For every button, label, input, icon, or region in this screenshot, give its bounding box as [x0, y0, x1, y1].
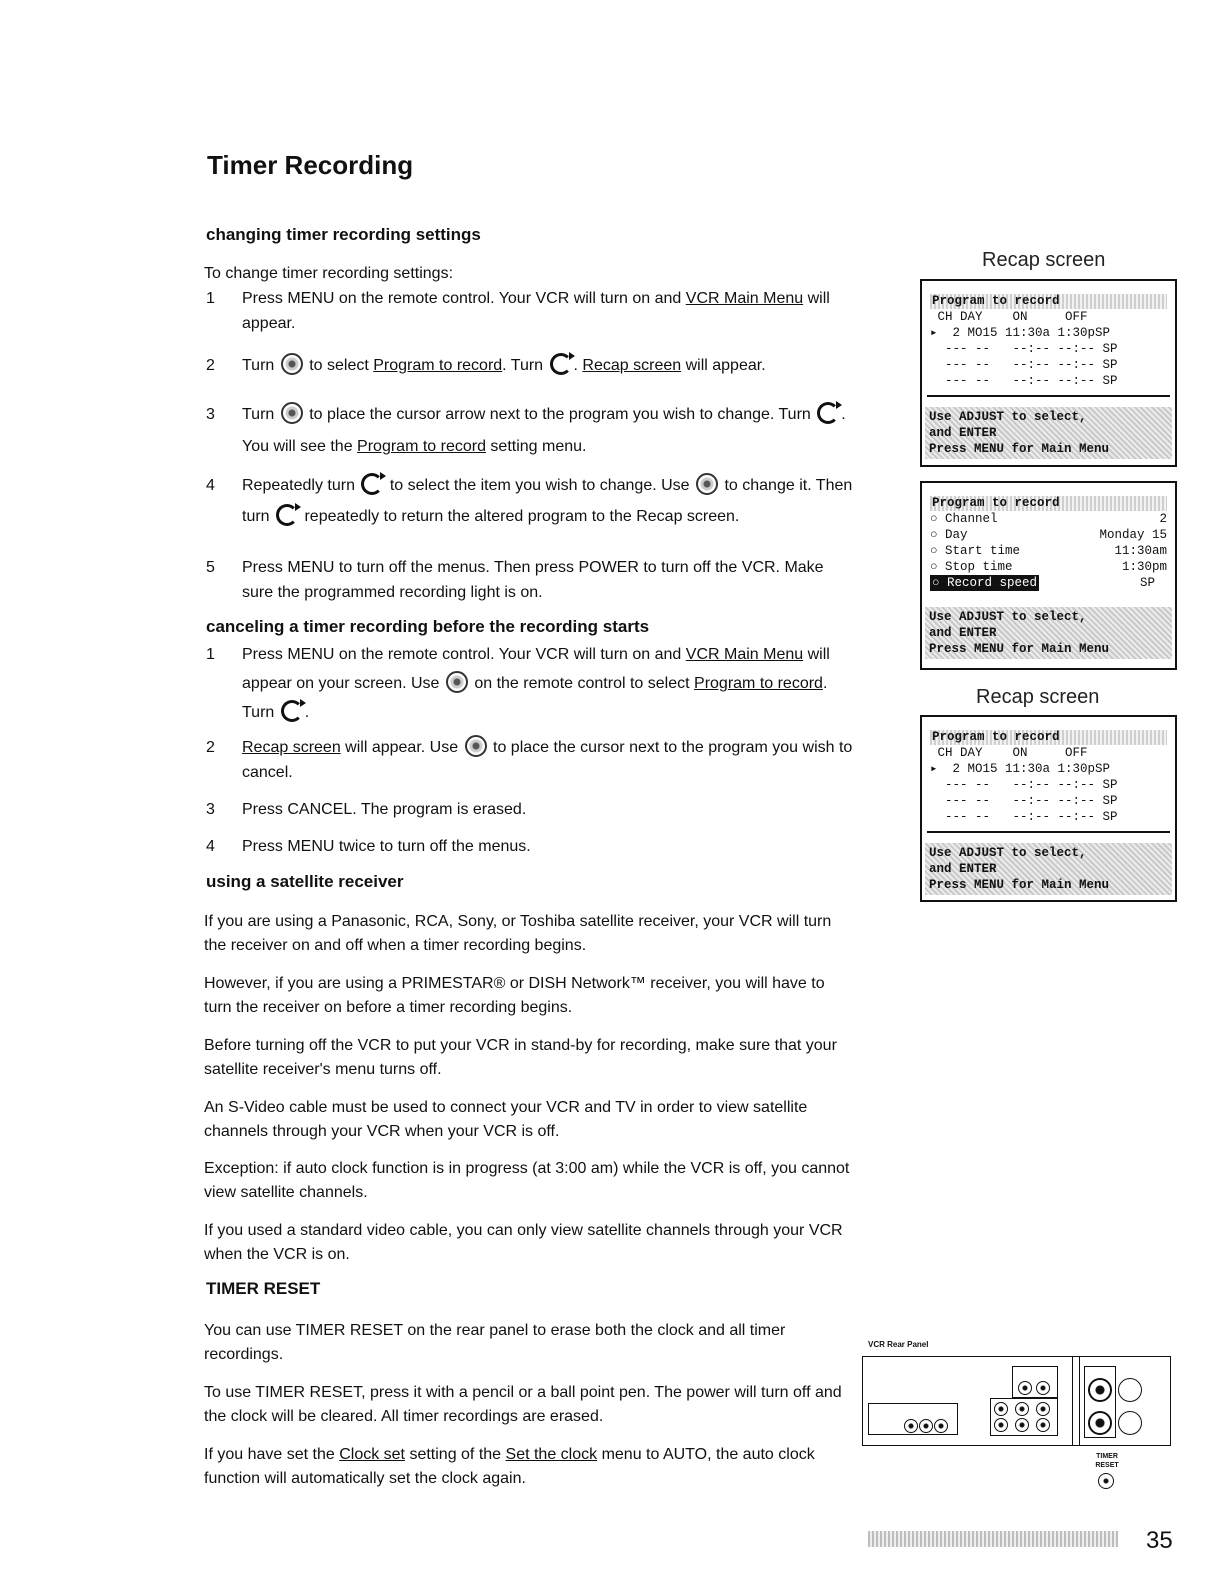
divider [927, 831, 1170, 833]
screen-columns: CH DAY ON OFF [930, 310, 1088, 324]
screen-hint [925, 607, 1172, 659]
changing-intro: To change timer recording settings: [204, 265, 454, 282]
step-text: Turn [242, 357, 279, 374]
link-vcr-main-menu[interactable]: VCR Main Menu [685, 646, 804, 663]
program-row: ▸ 2 MO15 11:30a 1:30pSP [930, 326, 1111, 340]
satellite-paragraph: However, if you are using a PRIMESTAR® or DISH Network™ receiver, you will have to turn the receiver on before a timer recording begins. [204, 975, 825, 1016]
jack-icon [1018, 1381, 1032, 1395]
rear-panel-label: VCR Rear Panel [868, 1340, 929, 1349]
satellite-paragraph: If you are using a Panasonic, RCA, Sony, or Toshiba satellite receiver, your VCR will turn the receiver on and off when a timer recording begins. [204, 913, 832, 954]
changing-step-5 [204, 555, 854, 605]
menu-value: 2 [1159, 512, 1167, 526]
jack-icon [934, 1419, 948, 1433]
link-program-to-record[interactable]: Program to record [373, 357, 503, 374]
screen-hint [925, 843, 1172, 895]
adjust-dial-icon [465, 735, 487, 757]
program-to-record-screen [920, 481, 1177, 670]
menu-value: Monday 15 [1099, 528, 1167, 542]
step-number: 4 [206, 477, 215, 494]
canceling-step-3 [204, 797, 854, 822]
hint-line: Use ADJUST to select, [929, 846, 1087, 860]
page-number: 35 [1146, 1527, 1173, 1554]
step-text: to place the cursor next to the program you wish to cancel. [242, 739, 853, 781]
coax-jack-icon [1088, 1378, 1112, 1402]
jack-icon [904, 1419, 918, 1433]
screen-header: Program to record [930, 294, 1167, 309]
jack-icon [1036, 1402, 1050, 1416]
enter-turn-icon [817, 402, 839, 424]
program-row: --- -- --:-- --:-- SP [930, 794, 1118, 808]
hint-line: and ENTER [929, 626, 997, 640]
menu-label: Stop time [945, 560, 1013, 574]
step-text: will appear. [681, 357, 766, 374]
hint-line: Press MENU for Main Menu [929, 878, 1110, 892]
program-row: --- -- --:-- --:-- SP [930, 778, 1118, 792]
adjust-dial-icon [281, 353, 303, 375]
adjust-dial-icon [446, 671, 468, 693]
menu-row: ○ Stop time 1:30pm [930, 560, 1167, 574]
section-heading-timer-reset: TIMER RESET [206, 1279, 321, 1298]
paragraph-text: If you have set the [204, 1446, 340, 1463]
menu-label: Record speed [947, 576, 1038, 590]
step-text: . You will see the [242, 406, 846, 455]
hint-line: Use ADJUST to select, [929, 410, 1087, 424]
hint-line: Use ADJUST to select, [929, 610, 1087, 624]
program-row: ▸ 2 MO15 11:30a 1:30pSP [930, 762, 1111, 776]
menu-label: Day [945, 528, 968, 542]
menu-value: 1:30pm [1121, 560, 1167, 574]
jack-group [1012, 1366, 1058, 1398]
menu-label: Channel [945, 512, 998, 526]
changing-step-2 [204, 353, 854, 378]
step-text: . [573, 357, 583, 374]
page-title: Timer Recording [207, 150, 414, 180]
changing-step-3 [204, 399, 854, 463]
menu-row: ○ Channel 2 [930, 512, 1167, 526]
program-row: --- -- --:-- --:-- SP [930, 810, 1118, 824]
step-number: 1 [206, 290, 215, 307]
link-clock-set[interactable]: Clock set [339, 1446, 405, 1463]
panel-divider [1072, 1356, 1080, 1446]
menu-value: 11:30am [1114, 544, 1167, 558]
step-text: . Turn [242, 675, 828, 721]
timer-reset-paragraph: To use TIMER RESET, press it with a pencil or a ball point pen. The power will turn off and the clock will be cleared. All timer recordings are erased. [204, 1384, 842, 1425]
link-recap-screen[interactable]: Recap screen [582, 357, 682, 374]
link-vcr-main-menu[interactable]: VCR Main Menu [685, 290, 804, 307]
section-heading-satellite: using a satellite receiver [206, 872, 404, 891]
menu-label: Start time [945, 544, 1021, 558]
step-number: 5 [206, 559, 215, 576]
canceling-step-4 [204, 834, 854, 859]
step-number: 4 [206, 838, 215, 855]
link-set-the-clock[interactable]: Set the clock [505, 1446, 598, 1463]
satellite-paragraph: If you used a standard video cable, you can only view satellite channels through your VCR when the VCR is on. [204, 1222, 843, 1263]
jack-icon [919, 1419, 933, 1433]
step-number: 2 [206, 739, 215, 756]
step-text: Press MENU on the remote control. Your VCR will turn on and [242, 646, 686, 663]
recap-screen-caption: Recap screen [976, 686, 1100, 708]
enter-turn-icon [361, 473, 383, 495]
step-text: . [304, 704, 310, 721]
step-text: will appear. [242, 290, 830, 332]
adjust-dial-icon [696, 473, 718, 495]
enter-turn-icon [281, 700, 303, 722]
step-text: Turn [242, 406, 279, 423]
jack-icon [994, 1402, 1008, 1416]
program-row: --- -- --:-- --:-- SP [930, 374, 1118, 388]
screen-header: Program to record [930, 730, 1167, 745]
step-text: to change it. Then turn [242, 477, 853, 525]
step-text: will appear. Use [340, 739, 463, 756]
menu-row: ○ Day Monday 15 [930, 528, 1167, 542]
step-text: Repeatedly turn [242, 477, 360, 494]
step-text: to place the cursor arrow next to the program you wish to change. Turn [304, 406, 816, 423]
menu-row: ○ Start time 11:30am [930, 544, 1167, 558]
screen-header: Program to record [930, 496, 1167, 511]
satellite-paragraph: An S-Video cable must be used to connect your VCR and TV in order to view satellite channels through your VCR when your VCR is off. [204, 1099, 808, 1140]
canceling-step-2 [204, 735, 854, 785]
step-number: 2 [206, 357, 215, 374]
recap-screen-2 [920, 715, 1177, 902]
menu-value: SP [1139, 576, 1155, 590]
jack-icon [1036, 1418, 1050, 1432]
step-text: setting menu. [485, 438, 587, 455]
satellite-paragraph: Exception: if auto clock function is in progress (at 3:00 am) while the VCR is off, you cannot view satellite channels. [204, 1160, 850, 1201]
step-text: Press MENU on the remote control. Your VCR will turn on and [242, 290, 686, 307]
ring-icon [1118, 1411, 1142, 1435]
section-heading-canceling: canceling a timer recording before the recording starts [206, 617, 650, 636]
section-heading-changing: changing timer recording settings [206, 225, 481, 244]
changing-step-4 [204, 470, 854, 532]
timer-reset-label: TIMER RESET [1095, 1453, 1119, 1469]
hint-line: and ENTER [929, 862, 997, 876]
satellite-paragraph: Before turning off the VCR to put your VCR in stand-by for recording, make sure that your satellite receiver's menu turns off. [204, 1037, 837, 1078]
step-text: Press CANCEL. The program is erased. [242, 801, 527, 818]
step-text: repeatedly to return the altered program to the Recap screen. [300, 508, 740, 525]
footer-bar [868, 1531, 1118, 1547]
step-number: 3 [206, 406, 215, 423]
paragraph-text: setting of the [405, 1446, 506, 1463]
timer-reset-button[interactable] [1098, 1473, 1114, 1489]
step-text: to select [304, 357, 374, 374]
hint-line: and ENTER [929, 426, 997, 440]
step-text: Press MENU to turn off the menus. Then press POWER to turn off the VCR. Make sure the programmed recording light is on. [242, 559, 824, 601]
hint-line: Press MENU for Main Menu [929, 642, 1110, 656]
menu-row-selected: ○ Record speed SP [932, 576, 1155, 590]
enter-turn-icon [550, 353, 572, 375]
changing-step-1 [204, 286, 854, 336]
screen-hint [925, 407, 1172, 459]
step-text: . Turn [502, 357, 548, 374]
timer-reset-paragraph [204, 1443, 854, 1491]
step-text: Press MENU twice to turn off the menus. [242, 838, 531, 855]
program-row: --- -- --:-- --:-- SP [930, 342, 1118, 356]
timer-reset-paragraph: You can use TIMER RESET on the rear panel to erase both the clock and all timer recordings. [204, 1322, 786, 1363]
adjust-dial-icon [281, 402, 303, 424]
coax-jack-icon [1088, 1411, 1112, 1435]
link-recap-screen[interactable]: Recap screen [242, 739, 341, 756]
screen-columns: CH DAY ON OFF [930, 746, 1088, 760]
jack-icon [1036, 1381, 1050, 1395]
step-number: 3 [206, 801, 215, 818]
jack-icon [1015, 1418, 1029, 1432]
link-program-to-record[interactable]: Program to record [694, 675, 823, 692]
jack-icon [994, 1418, 1008, 1432]
step-text: will appear on your screen. Use [242, 646, 830, 692]
program-row: --- -- --:-- --:-- SP [930, 358, 1118, 372]
step-text: on the remote control to select [469, 675, 695, 692]
recap-screen-caption: Recap screen [982, 249, 1106, 271]
hint-line: Press MENU for Main Menu [929, 442, 1110, 456]
recap-screen-1 [920, 279, 1177, 467]
step-number: 1 [206, 646, 215, 663]
divider [927, 395, 1170, 397]
canceling-step-1 [204, 640, 854, 727]
step-text: to select the item you wish to change. Use [385, 477, 695, 494]
jack-icon [1015, 1402, 1029, 1416]
ring-icon [1118, 1378, 1142, 1402]
paragraph-text: menu to AUTO, the auto clock function will automatically set the clock again. [204, 1446, 815, 1487]
link-program-to-record[interactable]: Program to record [357, 438, 486, 455]
enter-turn-icon [276, 504, 298, 526]
